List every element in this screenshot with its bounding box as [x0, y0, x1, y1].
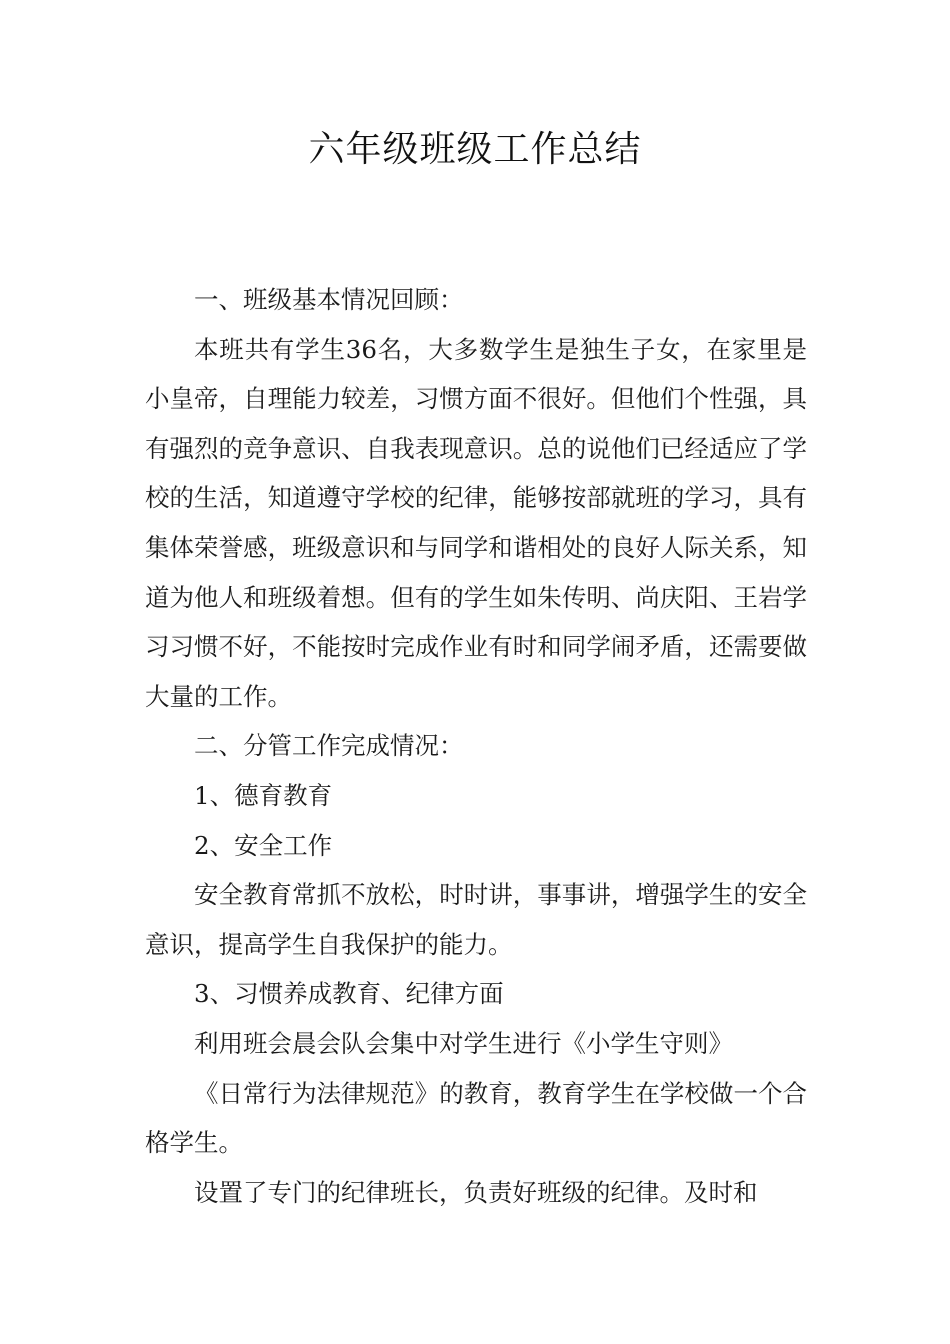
document-body — [145, 275, 807, 1217]
paragraph-class-overview: 本班共有学生36名，大多数学生是独生子女，在家里是小皇帝，自理能力较差，习惯方面不很好。但他们个性强，具有强烈的竞争意识、自我表现意识。总的说他们已经适应了学校的生活，知道遵守学校的纪律，能够按部就班的学习，具有集体荣誉感，班级意识和与同学和谐相处的良好人际关系，知道为他人和班级着想。但有的学生如朱传明、尚庆阳、王岩学习习惯不好，不能按时完成作业有时和同学闹矛盾，还需要做大量的工作。 — [145, 334, 807, 711]
document-title: 六年级班级工作总结 — [308, 129, 642, 170]
section-heading-class-overview: 一、班级基本情况回顾： — [194, 285, 464, 314]
subheading-moral-education: 1、德育教育 — [194, 780, 333, 810]
paragraph-habits-discipline-2: 《日常行为法律规范》的教育，教育学生在学校做一个合格学生。 — [145, 1078, 807, 1158]
subheading-safety-work: 2、安全工作 — [194, 830, 333, 860]
paragraph-habits-discipline-1: 利用班会晨会队会集中对学生进行《小学生守则》 — [194, 1028, 733, 1058]
subheading-habits-discipline: 3、习惯养成教育、纪律方面 — [194, 979, 504, 1009]
paragraph-safety-work: 安全教育常抓不放松，时时讲，事事讲，增强学生的安全意识，提高学生自我保护的能力。 — [145, 880, 807, 959]
section-heading-work-completion: 二、分管工作完成情况： — [194, 731, 464, 761]
paragraph-discipline-monitor: 设置了专门的纪律班长，负责好班级的纪律。及时和 — [194, 1177, 758, 1207]
